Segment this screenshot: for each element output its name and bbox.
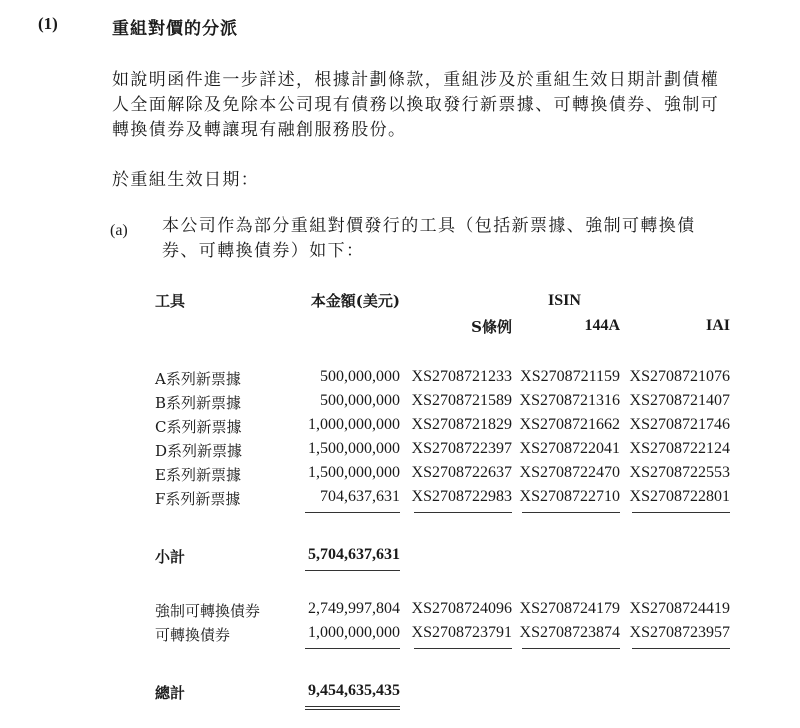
header-144a: 144A (584, 317, 620, 334)
row-amount: 1,500,000,000 (308, 464, 400, 481)
header-amount: 本金額(美元) (310, 292, 400, 310)
subtotal-label: 小計 (155, 548, 186, 566)
total-label: 總計 (155, 684, 186, 702)
table-row (0, 416, 800, 440)
row-label: A系列新票據 (155, 370, 241, 388)
row-label: 可轉換債券 (155, 626, 231, 644)
row-label: F系列新票據 (155, 490, 241, 508)
row-isin-iai: XS2708722553 (629, 464, 730, 481)
row-isin-iai: XS2708722801 (629, 488, 730, 505)
row-isin-144a: XS2708722710 (519, 488, 620, 505)
subtotal-amount: 5,704,637,631 (308, 546, 400, 563)
total-row (0, 682, 800, 706)
row-amount: 1,000,000,000 (308, 624, 400, 641)
row-isin-iai: XS2708721076 (629, 368, 730, 385)
header-instrument: 工具 (155, 292, 186, 310)
row-isin-reg-s: XS2708721233 (411, 368, 512, 385)
intro-paragraph: 如說明函件進一步詳述，根據計劃條款，重組涉及於重組生效日期計劃債權人全面解除及免除本公司現有債務以換取發行新票據、可轉換債券、強制可轉換債券及轉讓現有融創服務股份。 (112, 70, 720, 140)
row-amount: 2,749,997,804 (308, 600, 400, 617)
row-isin-reg-s: XS2708722637 (411, 464, 512, 481)
bond-amount-underline (305, 648, 400, 649)
bond-144a-underline (522, 648, 620, 649)
row-isin-144a: XS2708721159 (520, 368, 620, 385)
row-amount: 1,500,000,000 (308, 440, 400, 457)
subtotal-underline (305, 570, 400, 571)
row-isin-iai: XS2708724419 (629, 600, 730, 617)
row-isin-144a: XS2708721662 (519, 416, 620, 433)
sub-item-label: (a) (110, 222, 128, 239)
row-isin-144a: XS2708724179 (519, 600, 620, 617)
row-isin-reg-s: XS2708722397 (411, 440, 512, 457)
iai-underline (632, 512, 730, 513)
row-isin-reg-s: XS2708723791 (411, 624, 512, 641)
total-amount: 9,454,635,435 (308, 682, 400, 699)
instruments-paragraph: 本公司作為部分重組對價發行的工具（包括新票據、強制可轉換債券、可轉換債券）如下： (162, 216, 696, 261)
total-underline-2 (305, 709, 400, 710)
header-isin: ISIN (548, 292, 581, 309)
header-iai: IAI (705, 317, 730, 334)
row-amount: 704,637,631 (320, 488, 400, 505)
header-reg-s: S條例 (471, 318, 512, 336)
reg-s-underline (414, 512, 512, 513)
row-isin-144a: XS2708721316 (519, 392, 620, 409)
total-underline-1 (305, 706, 400, 707)
row-label: E系列新票據 (155, 466, 241, 484)
row-isin-reg-s: XS2708721589 (411, 392, 512, 409)
row-isin-144a: XS2708722470 (519, 464, 620, 481)
row-label: B系列新票據 (155, 394, 242, 412)
table-row (0, 624, 800, 648)
row-label: C系列新票據 (155, 418, 242, 436)
row-isin-144a: XS2708722041 (519, 440, 620, 457)
bond-iai-underline (632, 648, 730, 649)
amount-underline (305, 512, 400, 513)
table-row (0, 464, 800, 488)
row-isin-iai: XS2708723957 (629, 624, 730, 641)
table-row (0, 392, 800, 416)
table-row (0, 600, 800, 624)
section-number: (1) (38, 14, 58, 33)
table-row (0, 440, 800, 464)
row-isin-reg-s: XS2708721829 (411, 416, 512, 433)
table-row (0, 488, 800, 512)
row-isin-144a: XS2708723874 (519, 624, 620, 641)
table-row (0, 368, 800, 392)
row-amount: 1,000,000,000 (308, 416, 400, 433)
row-label: D系列新票據 (155, 442, 243, 460)
row-isin-iai: XS2708721746 (629, 416, 730, 433)
subtotal-row (0, 546, 800, 570)
row-isin-reg-s: XS2708724096 (411, 600, 512, 617)
row-isin-iai: XS2708721407 (629, 392, 730, 409)
144a-underline (522, 512, 620, 513)
row-amount: 500,000,000 (320, 392, 400, 409)
row-label: 強制可轉換債券 (155, 602, 261, 620)
bond-reg-s-underline (414, 648, 512, 649)
section-title: 重組對價的分派 (112, 19, 238, 39)
row-amount: 500,000,000 (320, 368, 400, 385)
row-isin-iai: XS2708722124 (629, 440, 730, 457)
effective-date-paragraph: 於重組生效日期： (112, 170, 260, 190)
row-isin-reg-s: XS2708722983 (411, 488, 512, 505)
